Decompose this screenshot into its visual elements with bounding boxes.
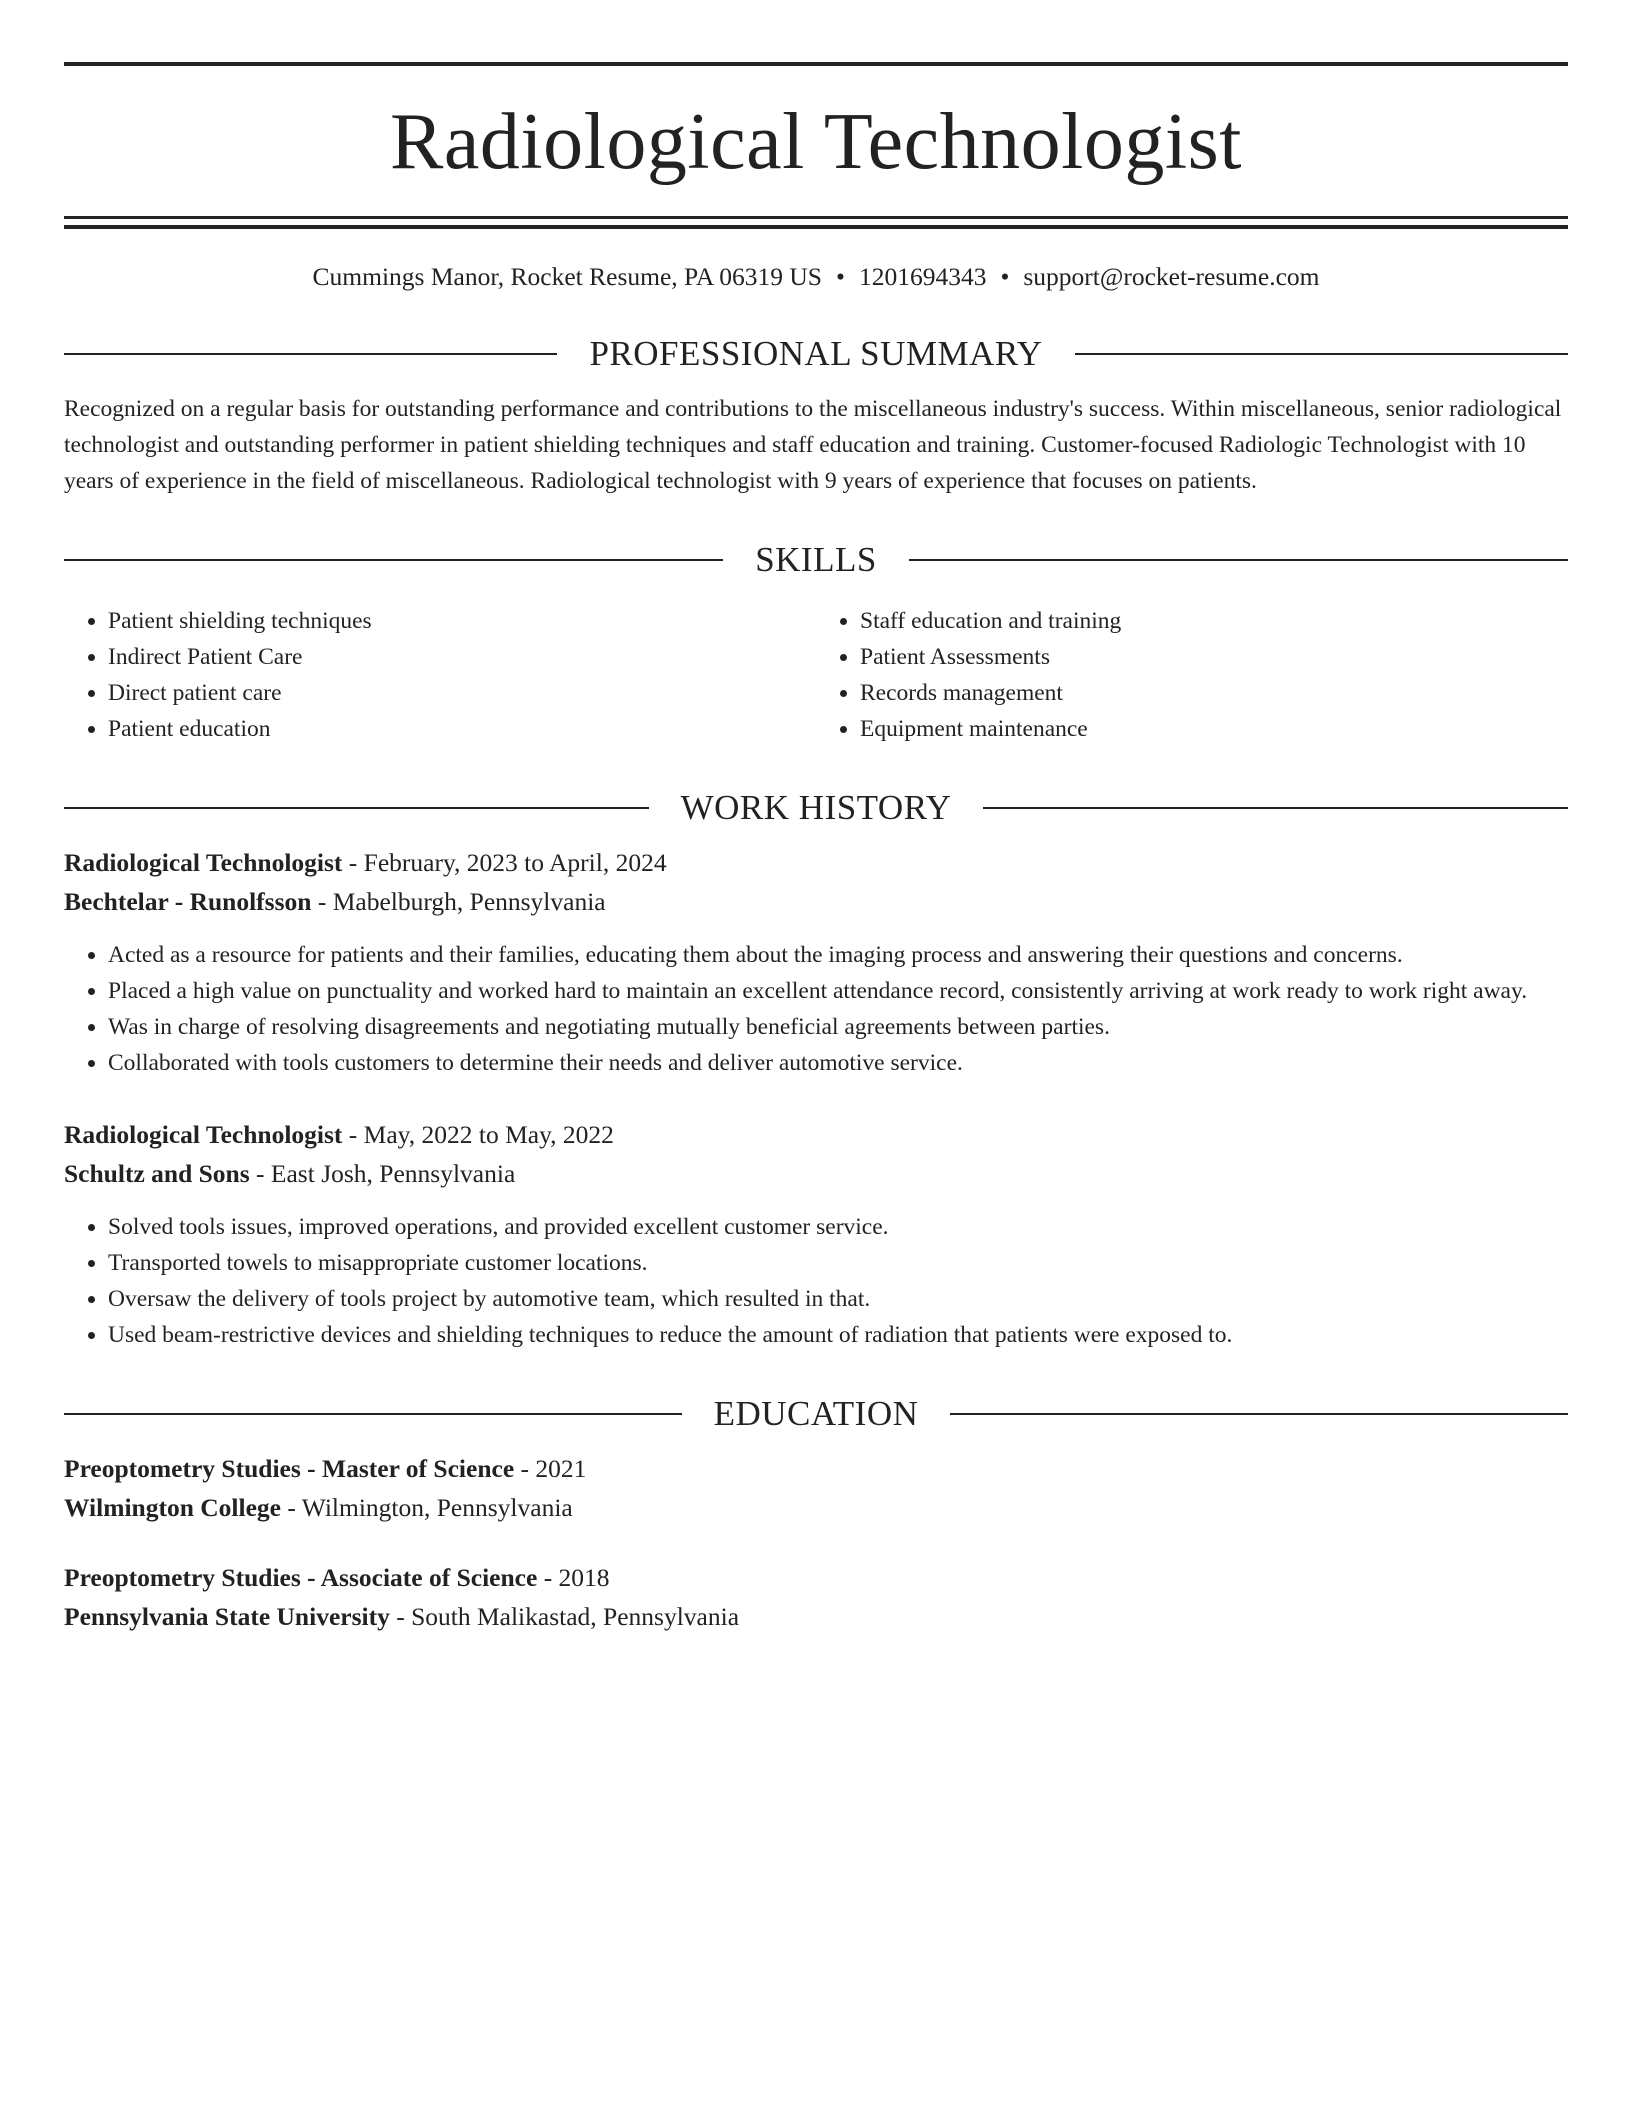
job-company: Bechtelar - Runolfsson bbox=[64, 887, 312, 916]
summary-heading bbox=[64, 333, 1568, 375]
skill-item: • Staff education and training bbox=[860, 603, 1568, 639]
skill-item: • Patient shielding techniques bbox=[108, 603, 816, 639]
job-location: - Mabelburgh, Pennsylvania bbox=[311, 887, 606, 916]
skills-heading bbox=[64, 539, 1568, 581]
work-history-heading bbox=[64, 787, 1568, 829]
education-school: Wilmington College bbox=[64, 1493, 281, 1522]
education-school-line bbox=[64, 1597, 1568, 1636]
job-entry bbox=[64, 1115, 1568, 1353]
job-entry bbox=[64, 843, 1568, 1081]
heading-rule-right bbox=[983, 807, 1568, 809]
job-company: Schultz and Sons bbox=[64, 1159, 250, 1188]
education-degree: Preoptometry Studies - Master of Science bbox=[64, 1454, 515, 1483]
education-heading bbox=[64, 1393, 1568, 1435]
education-degree: Preoptometry Studies - Associate of Science bbox=[64, 1563, 538, 1592]
heading-rule-right bbox=[950, 1413, 1568, 1415]
education-year: - 2018 bbox=[537, 1563, 610, 1592]
job-bullet: • Solved tools issues, improved operations, and provided excellent customer service. bbox=[108, 1209, 1568, 1245]
job-company-line bbox=[64, 1154, 1568, 1193]
contact-address: Cummings Manor, Rocket Resume, PA 06319 US bbox=[312, 262, 822, 291]
education-school: Pennsylvania State University bbox=[64, 1602, 390, 1631]
job-title-line bbox=[64, 843, 1568, 882]
job-dates: - February, 2023 to April, 2024 bbox=[342, 848, 667, 877]
education-heading-text: EDUCATION bbox=[713, 1394, 919, 1433]
skill-item: • Indirect Patient Care bbox=[108, 639, 816, 675]
job-bullet: • Transported towels to misappropriate customer locations. bbox=[108, 1245, 1568, 1281]
education-location: - South Malikastad, Pennsylvania bbox=[389, 1602, 740, 1631]
job-company-line bbox=[64, 882, 1568, 921]
job-bullet: • Placed a high value on punctuality and worked hard to maintain an excellent attendance record, consistently arriving at work ready to work right away. bbox=[108, 973, 1568, 1009]
summary-text: Recognized on a regular basis for outstanding performance and contributions to the miscellaneous industry's success. Within miscellaneous, senior radiological technologist and outstanding performer in patient shielding techniques and staff education and training. Customer-focused Radiologic Technologist with 10 years of experience in the field of miscellaneous. Radiological technologist with 9 years of experience that focuses on patients. bbox=[64, 396, 1562, 494]
heading-rule-left bbox=[64, 1413, 682, 1415]
resume-title: Radiological Technologist bbox=[390, 98, 1242, 186]
education-year: - 2021 bbox=[514, 1454, 587, 1483]
job-bullet: • Used beam-restrictive devices and shielding techniques to reduce the amount of radiation that patients were exposed to. bbox=[108, 1317, 1568, 1353]
education-school-line bbox=[64, 1488, 1568, 1527]
heading-rule-right bbox=[1075, 353, 1568, 355]
contact-email: support@rocket-resume.com bbox=[1023, 262, 1320, 291]
job-bullets bbox=[64, 1209, 1568, 1353]
skills-column-right bbox=[816, 603, 1568, 747]
skill-item: • Records management bbox=[860, 675, 1568, 711]
top-rule bbox=[64, 62, 1568, 66]
skill-item: • Patient education bbox=[108, 711, 816, 747]
title-double-rule bbox=[64, 216, 1568, 229]
education-entry bbox=[64, 1558, 1568, 1636]
job-title: Radiological Technologist bbox=[64, 1120, 343, 1149]
education-degree-line bbox=[64, 1449, 1568, 1488]
contact-separator: • bbox=[836, 262, 845, 291]
heading-rule-left bbox=[64, 807, 649, 809]
education-location: - Wilmington, Pennsylvania bbox=[281, 1493, 573, 1522]
job-title: Radiological Technologist bbox=[64, 848, 343, 877]
job-bullets bbox=[64, 937, 1568, 1081]
skill-item: • Patient Assessments bbox=[860, 639, 1568, 675]
heading-rule-left bbox=[64, 353, 557, 355]
job-title-line bbox=[64, 1115, 1568, 1154]
skills-column-left bbox=[64, 603, 816, 747]
summary-heading-text: PROFESSIONAL SUMMARY bbox=[589, 334, 1043, 373]
education-degree-line bbox=[64, 1558, 1568, 1597]
education-entry bbox=[64, 1449, 1568, 1527]
job-bullet: • Oversaw the delivery of tools project by automotive team, which resulted in that. bbox=[108, 1281, 1568, 1317]
job-bullet: • Acted as a resource for patients and their families, educating them about the imaging process and answering their questions and concerns. bbox=[108, 937, 1568, 973]
skill-item: • Equipment maintenance bbox=[860, 711, 1568, 747]
heading-rule-left bbox=[64, 559, 723, 561]
job-bullet: • Was in charge of resolving disagreements and negotiating mutually beneficial agreements between parties. bbox=[108, 1009, 1568, 1045]
contact-phone: 1201694343 bbox=[858, 262, 987, 291]
contact-line bbox=[64, 261, 1568, 293]
heading-rule-right bbox=[909, 559, 1568, 561]
skill-item: • Direct patient care bbox=[108, 675, 816, 711]
job-location: - East Josh, Pennsylvania bbox=[249, 1159, 516, 1188]
skills-list bbox=[64, 603, 1568, 747]
job-bullet: • Collaborated with tools customers to determine their needs and deliver automotive service. bbox=[108, 1045, 1568, 1081]
contact-separator: • bbox=[1000, 262, 1010, 291]
job-dates: - May, 2022 to May, 2022 bbox=[342, 1120, 614, 1149]
skills-heading-text: SKILLS bbox=[755, 540, 877, 579]
work-history-heading-text: WORK HISTORY bbox=[680, 788, 952, 827]
